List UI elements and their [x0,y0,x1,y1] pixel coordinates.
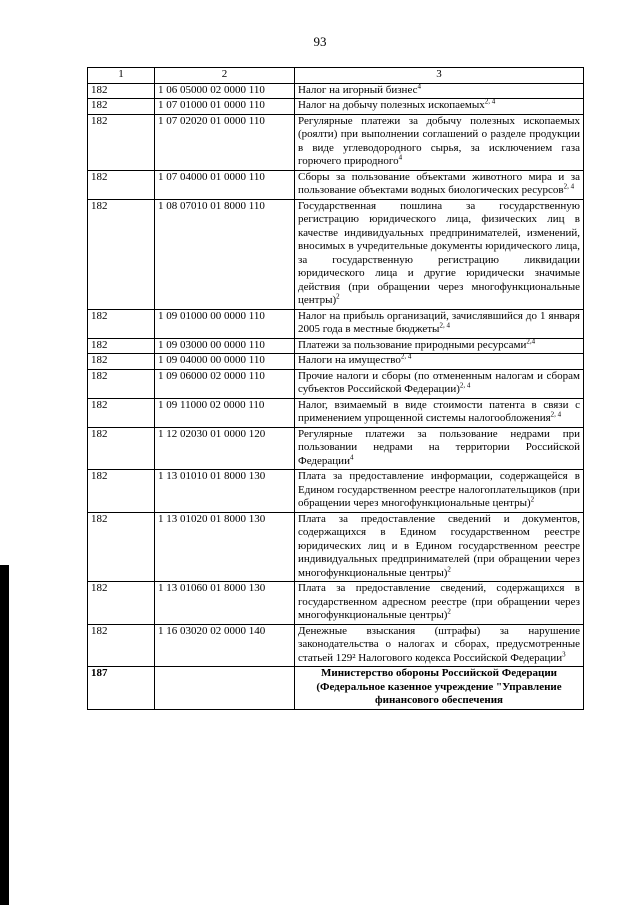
footnote-mark: 2, 4 [563,182,575,191]
income-name-text: Налог на прибыль организаций, зачислявшийся до 1 января 2005 года в местные бюджеты [298,309,580,335]
budget-code-cell [155,512,295,582]
admin-code-cell [88,199,155,309]
budget-code-cell [155,83,295,99]
table-row [88,667,584,710]
income-name-text: Налог на игорный бизнес [298,83,418,96]
admin-code-cell [88,354,155,370]
income-name-text: Государственная пошлина за государственную регистрацию юридического лица, физических лиц в качестве индивидуальных предпринимателей, изменений, вносимых в учредительные документы юридического лица, за государственную регистрацию ликвидации юридического лица и другие юридически значимые действия (при обращении через многофункциональные центры) [298,199,580,306]
admin-code-cell [88,624,155,667]
table-row [88,354,584,370]
income-name-cell [295,338,584,354]
table-row [88,512,584,582]
budget-code-cell [155,354,295,370]
income-name-cell [295,582,584,625]
table-row [88,83,584,99]
admin-code-text: 182 [91,83,108,96]
column-header-3: 3 [295,68,584,84]
footnote-mark: 2, 4 [400,352,412,361]
footnote-mark: 2 [530,495,535,504]
budget-code-cell [155,667,295,710]
table-row [88,199,584,309]
column-header-1: 1 [88,68,155,84]
admin-code-text: 182 [91,470,108,482]
table-row [88,470,584,513]
income-name-text: Сборы за пользование объектами животного мира и за пользование объектами водных биологических ресурсов [298,170,580,196]
income-name-cell [295,309,584,338]
budget-code-text: 1 09 03000 00 0000 110 [158,338,265,351]
budget-code-text: 1 09 06000 02 0000 110 [158,369,265,382]
income-name-cell [295,170,584,199]
budget-code-text: 1 06 05000 02 0000 110 [158,83,265,96]
budget-code-text: 1 13 01020 01 8000 130 [158,512,266,525]
income-name-cell [295,369,584,398]
budget-code-cell [155,369,295,398]
revenue-codes-table [87,67,584,710]
budget-code-cell [155,338,295,354]
income-name-text: Налоги на имущество [298,354,401,366]
budget-code-cell [155,470,295,513]
income-name-text: Плата за предоставление информации, содержащейся в Едином государственном реестре налогоплательщиков (при обращении через многофункциональные центры) [298,470,580,509]
table-row [88,427,584,470]
budget-code-cell [155,199,295,309]
budget-code-cell [155,170,295,199]
budget-code-text: 1 09 11000 02 0000 110 [158,398,265,411]
budget-code-text: 1 12 02030 01 0000 120 [158,427,266,440]
admin-code-text: 182 [91,582,108,594]
footnote-mark: 2 [447,564,451,573]
income-name-text: Плата за предоставление сведений, содержащихся в государственном адресном реестре (при обращении через многофункциональные центры) [298,582,580,621]
footnote-mark: 2 [336,292,340,301]
budget-code-cell [155,309,295,338]
income-name-text: Прочие налоги и сборы (по отмененным налогам и сборам субъектов Российской Федерации) [298,369,580,395]
budget-code-cell [155,114,295,170]
admin-code-text: 182 [91,369,108,382]
footnote-mark: 2,4 [526,336,536,345]
income-name-text: Плата за предоставление сведений и документов, содержащихся в Едином государственном реестре юридических лиц и в Едином государственном реестре индивидуальных предпринимателей (при обращении через многофункциональные центры) [298,512,580,579]
budget-code-text: 1 09 01000 00 0000 110 [158,309,265,322]
budget-code-text: 1 09 04000 00 0000 110 [158,354,265,366]
table-row [88,309,584,338]
admin-code-text: 182 [91,309,108,322]
budget-code-cell [155,99,295,115]
income-name-cell [295,667,584,710]
table-header-row [88,68,584,84]
footnote-mark: 3 [562,649,566,658]
income-name-text: Платежи за пользование природными ресурсами [298,338,527,351]
admin-code-cell [88,338,155,354]
table-row [88,624,584,667]
income-name-text: Регулярные платежи за пользование недрами при пользовании недрами на территории Российской Федерации [298,427,580,467]
income-name-cell [295,398,584,427]
table-row [88,338,584,354]
footnote-mark: 2, 4 [459,381,471,390]
budget-code-cell [155,427,295,470]
admin-code-cell [88,667,155,710]
admin-code-text: 182 [91,338,108,351]
admin-code-text: 182 [91,624,108,637]
admin-code-text: 182 [91,398,108,411]
admin-code-cell [88,99,155,115]
admin-code-cell [88,170,155,199]
admin-code-text: 182 [91,114,108,127]
admin-code-cell [88,427,155,470]
column-header-2: 2 [155,68,295,84]
admin-code-cell [88,369,155,398]
admin-code-cell [88,470,155,513]
footnote-mark: 4 [349,452,354,461]
income-name-cell [295,83,584,99]
footnote-mark: 2, 4 [550,410,562,419]
admin-code-text: 182 [91,170,108,183]
budget-code-cell [155,398,295,427]
admin-code-text: 182 [91,354,108,366]
admin-code-text: 182 [91,99,108,111]
budget-code-cell [155,624,295,667]
table-row [88,369,584,398]
income-name-cell [295,99,584,115]
admin-code-cell [88,398,155,427]
admin-code-cell [88,512,155,582]
income-name-cell [295,470,584,513]
footnote-mark: 2, 4 [439,321,450,330]
budget-code-text: 1 07 02020 01 0000 110 [158,114,265,127]
admin-code-cell [88,83,155,99]
budget-code-text: 1 13 01010 01 8000 130 [158,470,266,482]
income-name-cell [295,354,584,370]
income-name-cell [295,624,584,667]
income-name-cell [295,114,584,170]
table-row [88,582,584,625]
table-row [88,398,584,427]
budget-code-cell [155,582,295,625]
budget-code-text: 1 13 01060 01 8000 130 [158,582,266,594]
income-name-text: Налог, взимаемый в виде стоимости патента в связи с применением упрощенной системы налогообложения [298,398,580,424]
admin-code-text: 182 [91,427,108,440]
admin-code-text: 182 [91,512,108,525]
footnote-mark: 4 [417,81,421,90]
footnote-mark: 2, 4 [484,97,496,106]
income-name-cell [295,199,584,309]
income-name-text: Налог на добычу полезных ископаемых [298,99,485,111]
table-row [88,114,584,170]
admin-code-text: 182 [91,199,108,212]
budget-code-text: 1 08 07010 01 8000 110 [158,199,265,212]
footnote-mark: 2 [447,607,451,616]
income-name-text: Регулярные платежи за добычу полезных ископаемых (роялти) при выполнении соглашений о разделе продукции в виде углеводородного сырья, за исключением газа горючего природного [298,114,580,167]
admin-code-text: 187 [91,667,108,679]
scan-edge-shadow [0,565,9,905]
page-number: 93 [313,34,327,49]
income-name-text: Денежные взыскания (штрафы) за нарушение законодательства о налогах и сборах, предусмотренные статьей 129² Налогового кодекса Российской Федерации [298,624,580,664]
table-row [88,170,584,199]
admin-code-cell [88,114,155,170]
admin-code-cell [88,582,155,625]
income-name-cell [295,512,584,582]
budget-code-text: 1 07 04000 01 0000 110 [158,170,265,183]
footnote-mark: 4 [398,153,403,162]
income-name-text: Министерство обороны Российской Федерации (Федеральное казенное учреждение "Управление финансового обеспечения [316,667,562,706]
budget-code-text: 1 16 03020 02 0000 140 [158,624,266,637]
income-name-cell [295,427,584,470]
budget-code-text: 1 07 01000 01 0000 110 [158,99,265,111]
admin-code-cell [88,309,155,338]
table-row [88,99,584,115]
